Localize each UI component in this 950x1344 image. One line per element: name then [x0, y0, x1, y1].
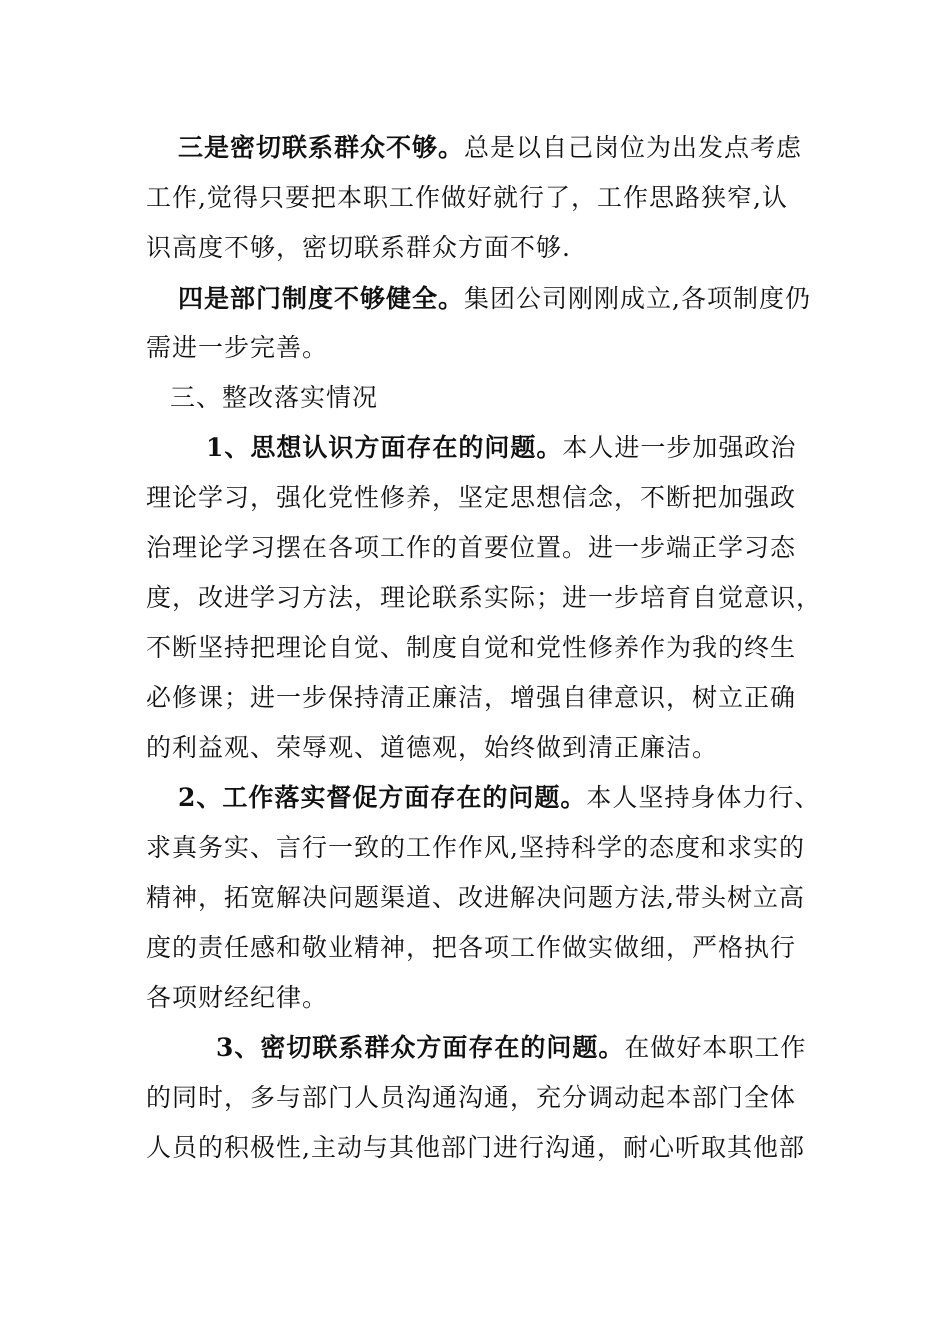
- paragraph-line: [206, 433, 796, 463]
- paragraph-line: [146, 683, 796, 713]
- body-text: 的同时，多与部门人员沟通沟通，充分调动起本部门全体: [146, 1083, 797, 1112]
- body-text: 度，改进学习方法，理论联系实际；进一步培育自觉意识，: [146, 583, 823, 612]
- body-text: 集团公司刚刚成立,各项制度仍: [464, 284, 811, 313]
- paragraph-line: [146, 333, 328, 363]
- bold-heading: 2、工作落实督促方面存在的问题。: [178, 783, 587, 812]
- bold-heading: 1、思想认识方面存在的问题。: [206, 433, 563, 462]
- paragraph-line: [146, 733, 718, 763]
- bold-heading: 三是密切联系群众不够。: [178, 133, 465, 162]
- body-text: 度的责任感和敬业精神，把各项工作做实做细，严格执行: [146, 933, 797, 962]
- paragraph-line: [146, 583, 822, 613]
- body-text: 精神，拓宽解决问题渠道、改进解决问题方法,带头树立高: [146, 883, 805, 912]
- paragraph-line: [146, 533, 796, 563]
- paragraph-line: [178, 783, 820, 813]
- body-text: 各项财经纪律。: [146, 983, 329, 1012]
- body-text: 治理论学习摆在各项工作的首要位置。进一步端正学习态: [146, 533, 797, 562]
- bold-heading: 四是部门制度不够健全。: [178, 284, 465, 313]
- paragraph-line: [146, 1083, 796, 1113]
- body-text: 识高度不够，密切联系群众方面不够.: [146, 233, 571, 262]
- paragraph-line: [146, 983, 328, 1013]
- body-text: 在做好本职工作: [624, 1033, 807, 1062]
- body-text: 本人进一步加强政治: [562, 433, 797, 462]
- bold-heading: 3、密切联系群众方面存在的问题。: [216, 1033, 625, 1062]
- body-text: 不断坚持把理论自觉、制度自觉和党性修养作为我的终生: [146, 633, 797, 662]
- body-text: 需进一步完善。: [146, 333, 329, 362]
- paragraph-line: [146, 633, 796, 663]
- section-heading: [170, 383, 378, 413]
- body-text: 的利益观、荣辱观、道德观，始终做到清正廉洁。: [146, 733, 719, 762]
- paragraph-line: [146, 933, 796, 963]
- body-text: 理论学习，强化党性修养，坚定思想信念，不断把加强政: [146, 483, 797, 512]
- paragraph-line: [146, 1133, 805, 1163]
- body-text: 三、整改落实情况: [170, 383, 379, 412]
- body-text: 工作,觉得只要把本职工作做好就行了，工作思路狭窄,认: [146, 183, 788, 212]
- body-text: 人员的积极性,主动与其他部门进行沟通，耐心听取其他部: [146, 1133, 805, 1162]
- paragraph-line: [146, 833, 805, 863]
- paragraph-line: [146, 883, 805, 913]
- paragraph-line: [146, 233, 571, 263]
- paragraph-line: [146, 183, 788, 213]
- body-text: 本人坚持身体力行、: [586, 783, 821, 812]
- paragraph-line: [178, 133, 802, 163]
- body-text: 总是以自己岗位为出发点考虑: [464, 133, 803, 162]
- body-text: 求真务实、言行一致的工作作风,坚持科学的态度和求实的: [146, 833, 805, 862]
- paragraph-line: [216, 1033, 806, 1063]
- paragraph-line: [146, 483, 796, 513]
- paragraph-line: [178, 284, 811, 314]
- body-text: 必修课；进一步保持清正廉洁，增强自律意识，树立正确: [146, 683, 797, 712]
